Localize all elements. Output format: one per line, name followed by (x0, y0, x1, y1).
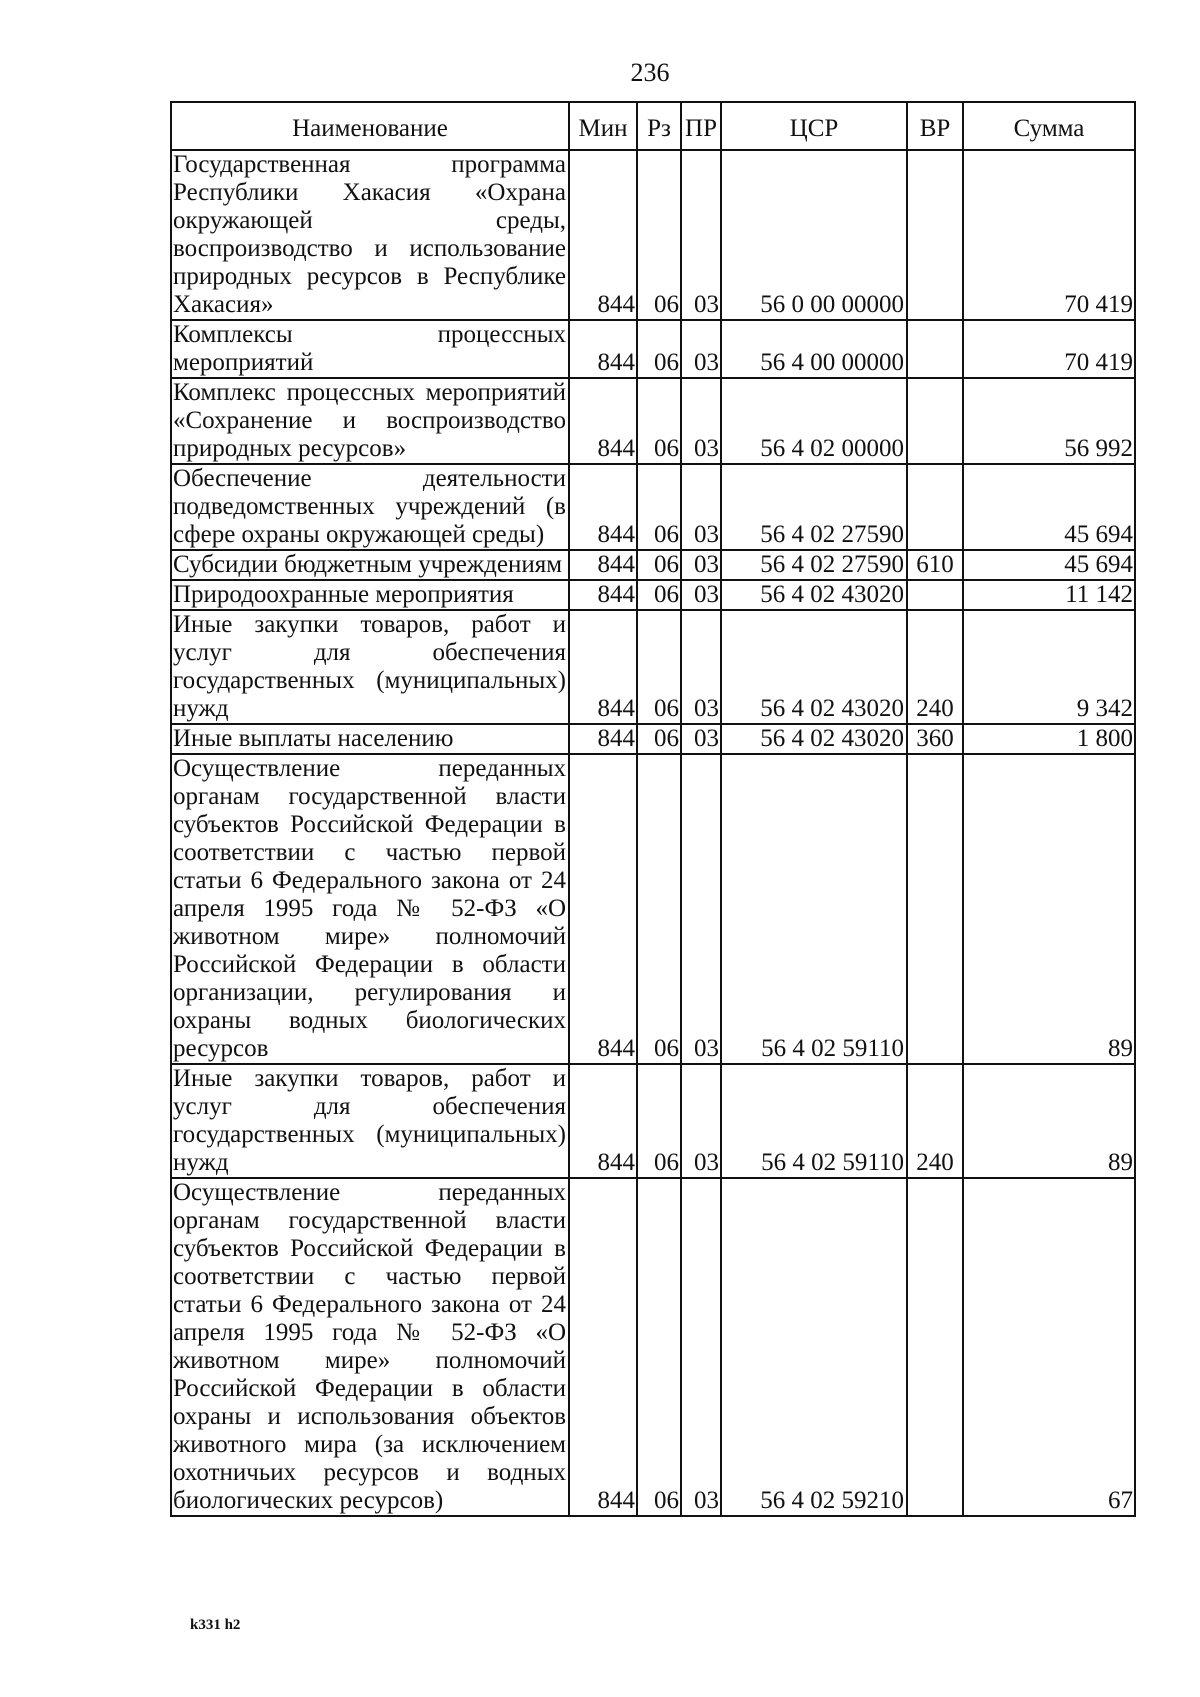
cell-name: Иные закупки товаров, работ и услуг для обеспечения государственных (муниципальных) нужд (171, 1064, 569, 1178)
table-row (171, 1178, 1135, 1516)
cell-csr: 56 4 02 59210 (721, 1178, 907, 1516)
header-vr: ВР (907, 102, 963, 150)
table-header-row (171, 102, 1135, 150)
cell-rz: 06 (637, 320, 681, 378)
cell-name: Государственная программа Республики Хакасия «Охрана окружающей среды, воспроизводство и использование природных ресурсов в Республике Хакасия» (171, 150, 569, 320)
cell-summa: 70 419 (963, 320, 1135, 378)
cell-min: 844 (569, 1064, 637, 1178)
cell-pr: 03 (681, 1064, 721, 1178)
cell-rz: 06 (637, 1064, 681, 1178)
cell-vr (907, 320, 963, 378)
cell-pr: 03 (681, 724, 721, 754)
cell-summa: 56 992 (963, 378, 1135, 464)
cell-pr: 03 (681, 610, 721, 724)
cell-rz: 06 (637, 550, 681, 580)
cell-summa: 1 800 (963, 724, 1135, 754)
budget-table (170, 101, 1136, 1517)
cell-min: 844 (569, 150, 637, 320)
cell-vr (907, 378, 963, 464)
header-name: Наименование (171, 102, 569, 150)
cell-summa: 11 142 (963, 580, 1135, 610)
cell-summa: 89 (963, 1064, 1135, 1178)
cell-min: 844 (569, 464, 637, 550)
cell-summa: 89 (963, 754, 1135, 1064)
cell-rz: 06 (637, 150, 681, 320)
cell-vr (907, 1178, 963, 1516)
table-row (171, 1064, 1135, 1178)
cell-csr: 56 4 02 59110 (721, 1064, 907, 1178)
cell-name: Иные закупки товаров, работ и услуг для обеспечения государственных (муниципальных) нужд (171, 610, 569, 724)
cell-summa: 70 419 (963, 150, 1135, 320)
cell-min: 844 (569, 580, 637, 610)
cell-csr: 56 4 00 00000 (721, 320, 907, 378)
cell-vr: 240 (907, 1064, 963, 1178)
cell-summa: 9 342 (963, 610, 1135, 724)
header-min: Мин (569, 102, 637, 150)
cell-csr: 56 0 00 00000 (721, 150, 907, 320)
cell-min: 844 (569, 378, 637, 464)
cell-min: 844 (569, 754, 637, 1064)
footer-code: k331 h2 (190, 1617, 241, 1633)
page-number: 236 (630, 58, 670, 87)
cell-pr: 03 (681, 1178, 721, 1516)
cell-rz: 06 (637, 580, 681, 610)
table-row (171, 464, 1135, 550)
cell-min: 844 (569, 550, 637, 580)
header-rz: Рз (637, 102, 681, 150)
table-row (171, 378, 1135, 464)
cell-vr (907, 580, 963, 610)
header-pr: ПР (681, 102, 721, 150)
cell-summa: 45 694 (963, 464, 1135, 550)
cell-vr (907, 464, 963, 550)
cell-rz: 06 (637, 724, 681, 754)
cell-csr: 56 4 02 43020 (721, 580, 907, 610)
cell-name: Осуществление переданных органам государственной власти субъектов Российской Федерации в соответствии с частью первой статьи 6 Федерального закона от 24 апреля 1995 года № 52-ФЗ «О животном мире» полномочий Российской Федерации в области организации, регулирования и охраны водных биологических ресурсов (171, 754, 569, 1064)
cell-pr: 03 (681, 754, 721, 1064)
header-csr: ЦСР (721, 102, 907, 150)
cell-pr: 03 (681, 550, 721, 580)
table-body (171, 150, 1135, 1516)
cell-rz: 06 (637, 1178, 681, 1516)
cell-vr: 360 (907, 724, 963, 754)
cell-name: Иные выплаты населению (171, 724, 569, 754)
cell-csr: 56 4 02 00000 (721, 378, 907, 464)
cell-pr: 03 (681, 464, 721, 550)
cell-pr: 03 (681, 150, 721, 320)
table-row (171, 320, 1135, 378)
cell-csr: 56 4 02 43020 (721, 724, 907, 754)
cell-vr (907, 754, 963, 1064)
cell-summa: 67 (963, 1178, 1135, 1516)
cell-min: 844 (569, 320, 637, 378)
header-summa: Сумма (963, 102, 1135, 150)
cell-min: 844 (569, 724, 637, 754)
cell-csr: 56 4 02 59110 (721, 754, 907, 1064)
cell-pr: 03 (681, 378, 721, 464)
cell-vr (907, 150, 963, 320)
cell-pr: 03 (681, 580, 721, 610)
table-row (171, 550, 1135, 580)
table-row (171, 610, 1135, 724)
cell-rz: 06 (637, 754, 681, 1064)
cell-name: Обеспечение деятельности подведомственных учреждений (в сфере охраны окружающей среды) (171, 464, 569, 550)
table-row (171, 724, 1135, 754)
cell-summa: 45 694 (963, 550, 1135, 580)
cell-vr: 610 (907, 550, 963, 580)
cell-rz: 06 (637, 378, 681, 464)
cell-name: Комплексы процессных мероприятий (171, 320, 569, 378)
cell-csr: 56 4 02 43020 (721, 610, 907, 724)
cell-min: 844 (569, 610, 637, 724)
cell-rz: 06 (637, 610, 681, 724)
cell-name: Субсидии бюджетным учреждениям (171, 550, 569, 580)
cell-rz: 06 (637, 464, 681, 550)
table-row (171, 580, 1135, 610)
cell-csr: 56 4 02 27590 (721, 464, 907, 550)
cell-name: Природоохранные мероприятия (171, 580, 569, 610)
cell-min: 844 (569, 1178, 637, 1516)
cell-vr: 240 (907, 610, 963, 724)
table-row (171, 754, 1135, 1064)
cell-pr: 03 (681, 320, 721, 378)
table-row (171, 150, 1135, 320)
cell-name: Осуществление переданных органам государственной власти субъектов Российской Федерации в соответствии с частью первой статьи 6 Федерального закона от 24 апреля 1995 года № 52-ФЗ «О животном мире» полномочий Российской Федерации в области охраны и использования объектов животного мира (за исключением охотничьих ресурсов и водных биологических ресурсов) (171, 1178, 569, 1516)
cell-name: Комплекс процессных мероприятий «Сохранение и воспроизводство природных ресурсов» (171, 378, 569, 464)
cell-csr: 56 4 02 27590 (721, 550, 907, 580)
